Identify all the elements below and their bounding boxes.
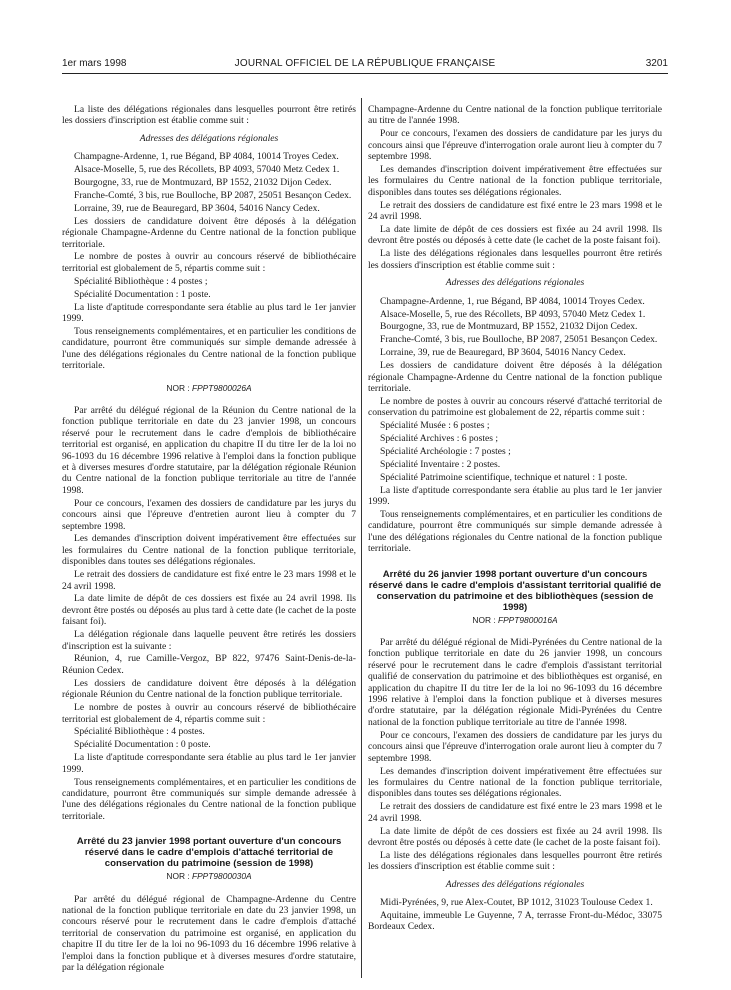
paragraph: La liste des délégations régionales dans lesquelles pourront être retirés les dossiers d'inscription est établie comme suit : (62, 104, 356, 127)
decree-heading: Arrêté du 26 janvier 1998 portant ouverture d'un concours réservé dans le cadre d'emplois d'assistant territorial qualifié de conservation du patrimoine et des bibliothèques (session de 1998) (368, 568, 662, 613)
address-line: Franche-Comté, 3 bis, rue Boulloche, BP 2087, 25051 Besançon Cedex. (380, 334, 658, 346)
paragraph: Tous renseignements complémentaires, et en particulier les conditions de candidature, pourront être communiqués sur simple demande adressée à l'une des délégations régionales du Centre national de la fonction publique territoriale. (368, 509, 662, 555)
address-line: Bourgogne, 33, rue de Montmuzard, BP 1552, 21032 Dijon Cedex. (74, 177, 332, 189)
paragraph: La liste d'aptitude correspondante sera établie au plus tard le 1er janvier 1999. (62, 752, 356, 775)
paragraph: Le nombre de postes à ouvrir au concours réservé de bibliothécaire territorial est globalement de 5, répartis comme suit : (62, 251, 356, 274)
addresses-heading: Adresses des délégations régionales (139, 132, 279, 144)
paragraph: Le nombre de postes à ouvrir au concours réservé de bibliothécaire territorial est globalement de 4, répartis comme suit : (62, 702, 356, 725)
specialite-line: Spécialité Inventaire : 2 postes. (380, 458, 501, 470)
paragraph: La liste des délégations régionales dans lesquelles pourront être retirés les dossiers d'inscription est établie comme suit : (368, 248, 662, 271)
paragraph: Le retrait des dossiers de candidature est fixé entre le 23 mars 1998 et le 24 avril 1998. (62, 569, 356, 592)
paragraph: La date limite de dépôt de ces dossiers est fixée au 24 avril 1998. Ils devront être postés ou déposés à cette date (le cachet de la poste faisant foi). (368, 825, 662, 848)
decree-heading: Arrêté du 23 janvier 1998 portant ouverture d'un concours réservé dans le cadre d'emplois d'attaché territorial de conservation du patrimoine (session de 1998) (76, 836, 342, 870)
paragraph: La date limite de dépôt de ces dossiers est fixée au 24 avril 1998. Ils devront être postés ou déposés au plus tard à cette date (le cachet de la poste faisant foi). (62, 593, 356, 628)
paragraph: La liste des délégations régionales dans lesquelles pourront être retirés les dossiers d'inscription est établie comme suit : (368, 849, 662, 873)
paragraph: Pour ce concours, l'examen des dossiers de candidature par les jurys du concours ainsi que l'épreuve d'interrogation orale auront lieu à compter du 7 septembre 1998. (368, 729, 662, 764)
page-header (62, 58, 668, 74)
specialite-line: Spécialité Archives : 6 postes ; (380, 433, 499, 445)
paragraph: Le retrait des dossiers de candidature est fixé entre le 23 mars 1998 et le 24 avril 1998. (368, 801, 662, 824)
page-number: 3201 (645, 58, 668, 69)
paragraph: Spécialité Documentation : 1 poste. (74, 288, 211, 300)
paragraph: Par arrêté du délégué régional de Champagne-Ardenne du Centre national de la fonction publique territoriale en date du 23 janvier 1998, un concours réservé pour le recrutement dans le cadre d'emplois d'attaché territorial de conservation du patrimoine est organisé, en application du chapitre II du titre Ier de la loi no 96-1093 du 16 décembre 1996 relative à l'emploi dans la fonction publique et à diverses mesures d'ordre statutaire, par la délégation régionale (62, 893, 356, 973)
nor-code: FPPT9800016A (497, 614, 558, 625)
address-line: Alsace-Moselle, 5, rue des Récollets, BP 4093, 57040 Metz Cedex 1. (74, 164, 340, 176)
left-column (62, 104, 356, 975)
nor-code: FPPT9800026A (191, 382, 252, 393)
paragraph: Par arrêté du délégué régional de la Réunion du Centre national de la fonction publique territoriale en date du 23 janvier 1998, un concours réservé pour le recrutement dans le cadre d'emplois de bibliothécaire territorial est organisé, en application du chapitre II du titre Ier de la loi no 96-1093 du 16 décembre 1996 relative à l'emploi dans la fonction publique et à diverses mesures d'ordre statutaire, par la délégation régionale Réunion du Centre national de la fonction publique territoriale au titre de l'année 1998. (62, 404, 356, 496)
specialite-line: Spécialité Musée : 6 postes ; (380, 420, 490, 432)
paragraph: Les dossiers de candidature doivent être déposés à la délégation régionale Réunion du Centre national de la fonction publique territoriale. (62, 677, 356, 701)
header-rule (62, 73, 668, 74)
paragraph: Pour ce concours, l'examen des dossiers de candidature par les jurys du concours ainsi que l'épreuve d'interrogation orale auront lieu à compter du 7 septembre 1998. (368, 128, 662, 163)
paragraph: Les demandes d'inscription doivent impérativement être effectuées sur les formulaires du Centre national de la fonction publique territoriale, disponibles dans toutes ses délégations régionales. (368, 164, 662, 198)
nor-label: NOR : (166, 382, 190, 393)
nor-label: NOR : (472, 614, 496, 625)
journal-title: JOURNAL OFFICIEL DE LA RÉPUBLIQUE FRANÇAISE (234, 58, 496, 69)
addresses-heading: Adresses des délégations régionales (445, 878, 585, 890)
paragraph: Tous renseignements complémentaires, et en particulier les conditions de candidature, pourront être communiqués sur simple demande adressée à l'une des délégations régionales du Centre national de la fonction publique territoriale. (62, 325, 356, 372)
nor-code: FPPT9800030A (191, 871, 252, 882)
paragraph: Les demandes d'inscription doivent impérativement être effectuées sur les formulaires du Centre national de la fonction publique territoriale, disponibles dans toutes ses délégations régionales. (368, 765, 662, 800)
paragraph: Spécialité Bibliothèque : 4 postes. (74, 726, 205, 738)
specialite-line: Spécialité Archéologie : 7 postes ; (380, 445, 511, 457)
right-column (368, 104, 662, 934)
paragraph: Spécialité Bibliothèque : 4 postes ; (74, 275, 208, 287)
paragraph: La liste d'aptitude correspondante sera établie au plus tard le 1er janvier 1999. (368, 484, 662, 508)
paragraph: Champagne-Ardenne du Centre national de la fonction publique territoriale au titre de l'année 1998. (368, 104, 662, 127)
nor-reference (62, 871, 356, 882)
paragraph: Spécialité Documentation : 0 poste. (74, 739, 211, 751)
paragraph: Les demandes d'inscription doivent impérativement être effectuées sur les formulaires du Centre national de la fonction publique territoriale, disponibles dans toutes ses délégations régionales. (62, 533, 356, 568)
addresses-heading: Adresses des délégations régionales (445, 277, 585, 289)
paragraph: Le retrait des dossiers de candidature est fixé entre le 23 mars 1998 et le 24 avril 1998. (368, 199, 662, 223)
paragraph: La date limite de dépôt de ces dossiers est fixée au 24 avril 1998. Ils devront être postés ou déposés à cette date (le cachet de la poste faisant foi). (368, 224, 662, 247)
address-line: Franche-Comté, 3 bis, rue Boulloche, BP 2087, 25051 Besançon Cedex. (74, 189, 352, 201)
issue-date: 1er mars 1998 (62, 58, 127, 69)
paragraph: La liste d'aptitude correspondante sera établie au plus tard le 1er janvier 1999. (62, 301, 356, 324)
address-line: Alsace-Moselle, 5, rue des Récollets, BP 4093, 57040 Metz Cedex 1. (380, 308, 646, 320)
column-separator (361, 98, 362, 978)
address-line: Midi-Pyrénées, 9, rue Alex-Coutet, BP 1012, 31023 Toulouse Cedex 1. (380, 897, 653, 909)
address-line: Champagne-Ardenne, 1, rue Bégand, BP 4084, 10014 Troyes Cedex. (380, 295, 645, 307)
nor-reference (368, 615, 662, 626)
nor-label: NOR : (166, 871, 190, 882)
paragraph: La délégation régionale dans laquelle peuvent être retirés les dossiers d'inscription est la suivante : (62, 629, 356, 652)
paragraph: Les dossiers de candidature doivent être déposés à la délégation régionale Champagne-Ardenne du Centre national de la fonction publique territoriale. (62, 215, 356, 250)
paragraph: Les dossiers de candidature doivent être déposés à la délégation régionale Champagne-Ardenne du Centre national de la fonction publique territoriale. (368, 360, 662, 394)
paragraph: Tous renseignements complémentaires, et en particulier les conditions de candidature, pourront être communiqués sur simple demande adressée à l'une des délégations régionales du Centre national de la fonction publique territoriale. (62, 776, 356, 822)
address-line: Lorraine, 39, rue de Beauregard, BP 3604, 54016 Nancy Cedex. (380, 347, 626, 359)
address-line: Bourgogne, 33, rue de Montmuzard, BP 1552, 21032 Dijon Cedex. (380, 321, 638, 333)
specialite-line: Spécialité Patrimoine scientifique, technique et naturel : 1 poste. (380, 471, 628, 483)
paragraph: Par arrêté du délégué régional de Midi-Pyrénées du Centre national de la fonction publique territoriale en date du 26 janvier 1998, un concours réservé pour le recrutement dans le cadre d'emplois d'assistant territorial qualifié de conservation du patrimoine et des bibliothèques est organisé, en application du chapitre II du titre Ier de la loi no 96-1093 du 16 décembre 1996 relative à l'emploi dans la fonction publique et à diverses mesures d'ordre statutaire, par la délégation régionale Midi-Pyrénées du Centre national de la fonction publique territoriale au titre de l'année 1998. (368, 637, 662, 728)
address-line: Aquitaine, immeuble Le Guyenne, 7 A, terrasse Front-du-Médoc, 33075 Bordeaux Cedex. (368, 909, 662, 933)
paragraph: Le nombre de postes à ouvrir au concours réservé d'attaché territorial de conservation du patrimoine est globalement de 22, répartis comme suit : (368, 395, 662, 419)
paragraph: Réunion, 4, rue Camille-Vergoz, BP 822, 97476 Saint-Denis-de-la-Réunion Cedex. (62, 653, 356, 676)
paragraph: Pour ce concours, l'examen des dossiers de candidature par les jurys du concours ainsi que l'épreuve d'entretien auront lieu à compter du 7 septembre 1998. (62, 497, 356, 532)
address-line: Lorraine, 39, rue de Beauregard, BP 3604, 54016 Nancy Cedex. (74, 202, 320, 214)
address-line: Champagne-Ardenne, 1, rue Bégand, BP 4084, 10014 Troyes Cedex. (74, 151, 339, 163)
nor-reference (62, 383, 356, 394)
